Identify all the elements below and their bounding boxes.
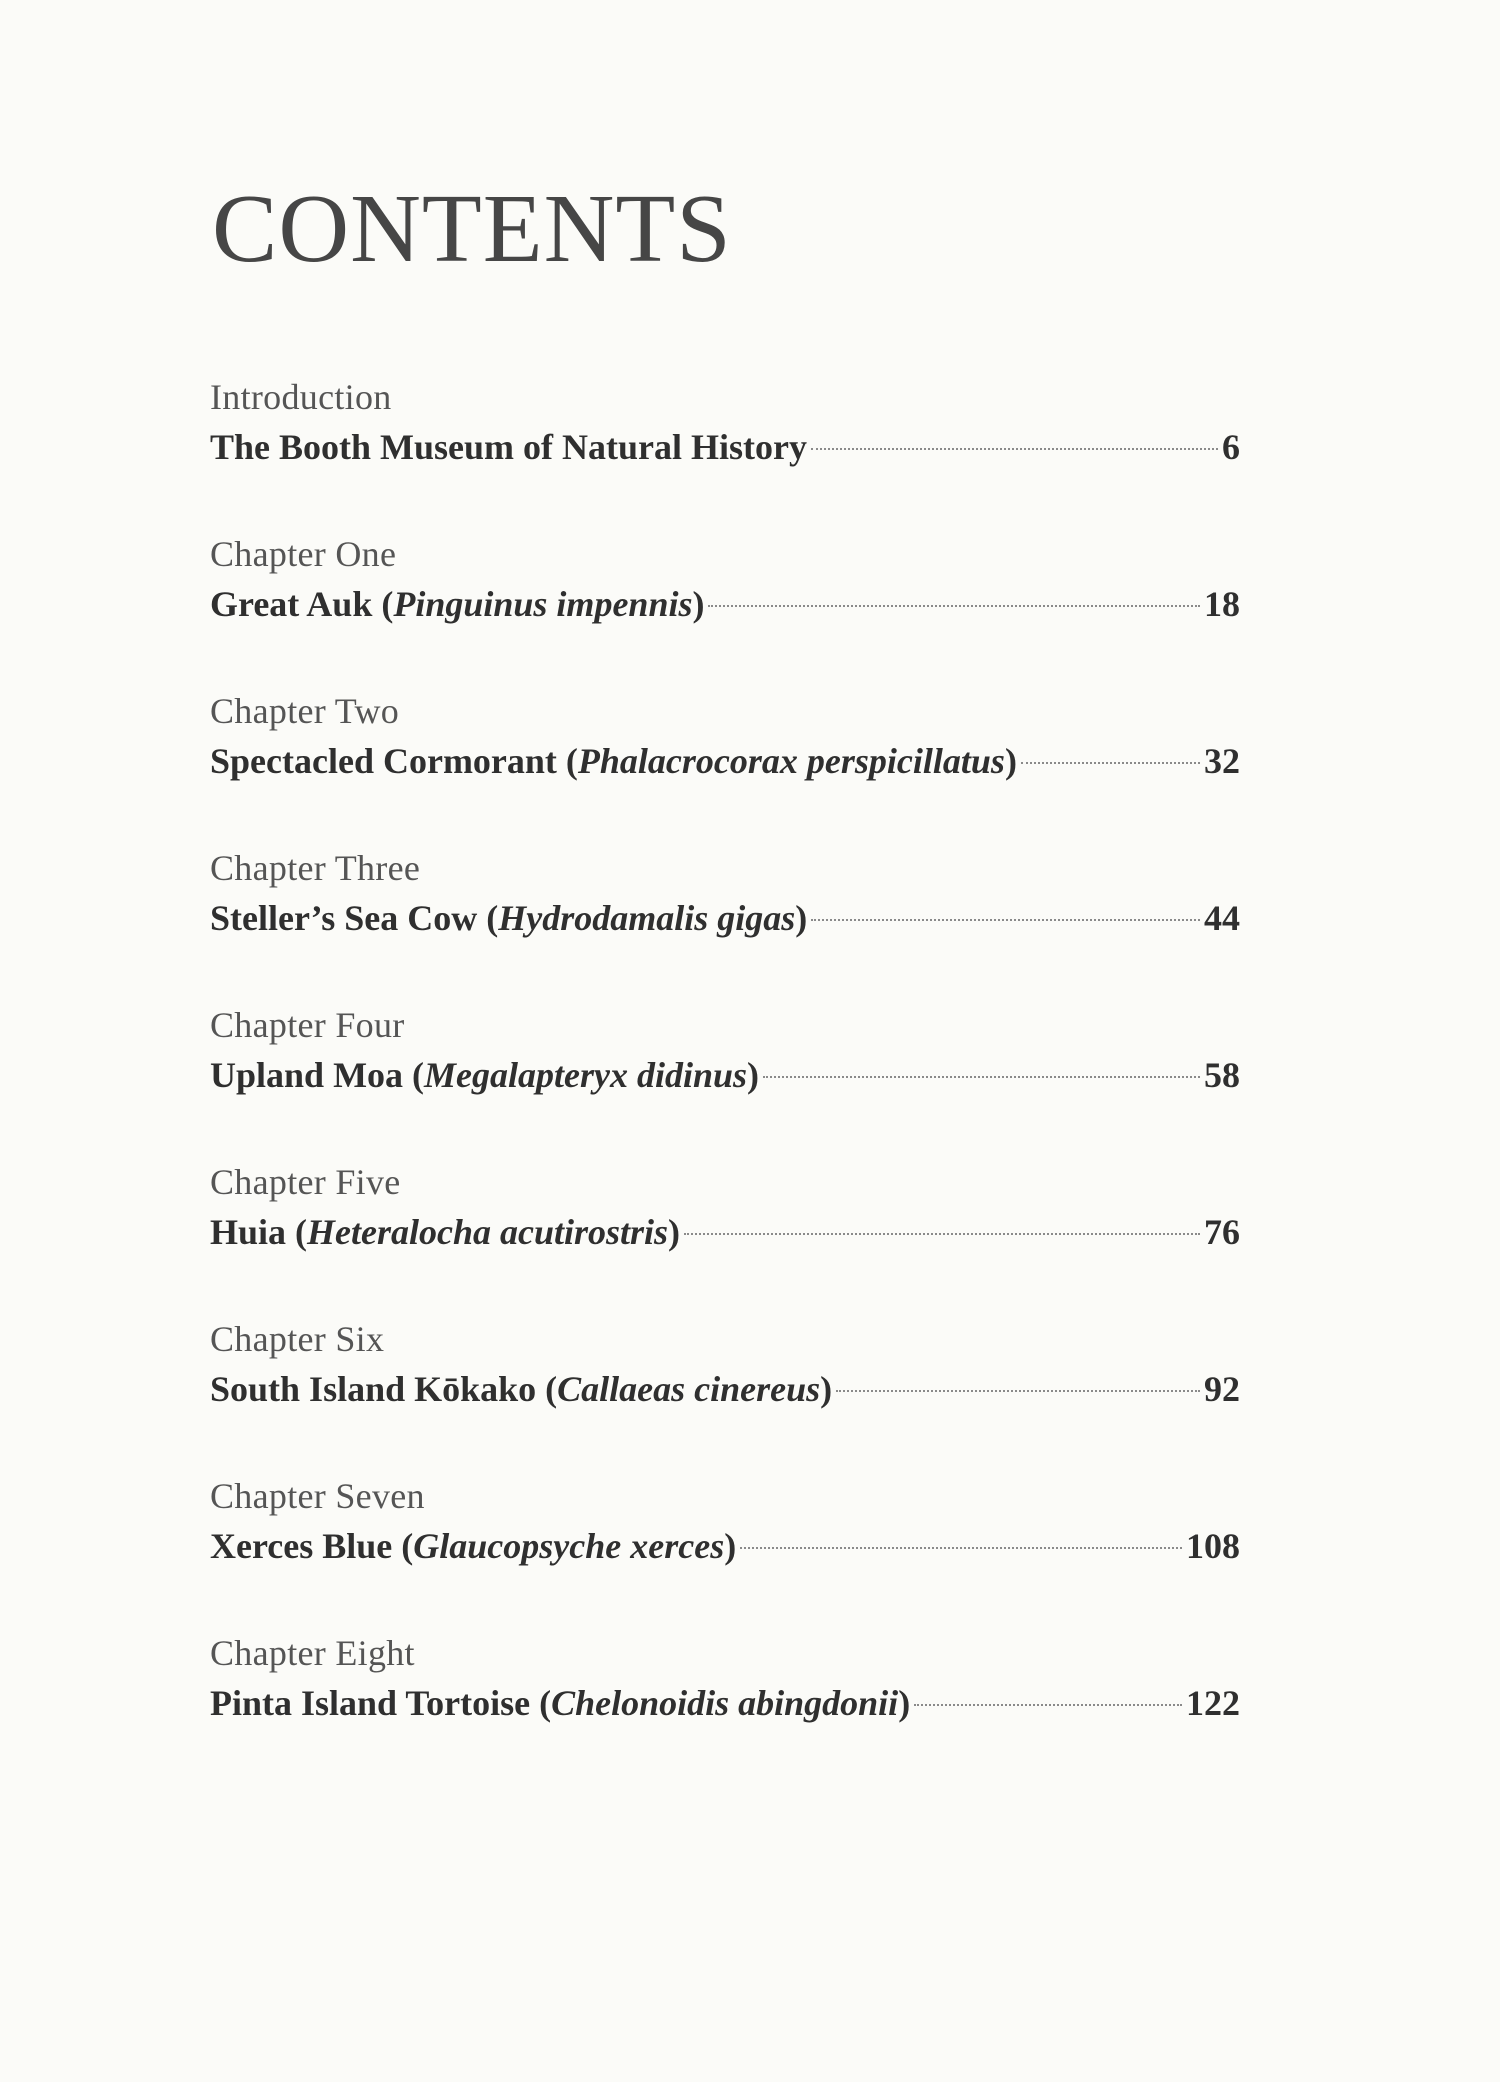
dot-leader	[811, 448, 1218, 450]
entry-common-name: South Island Kōkako (	[210, 1369, 558, 1409]
entry-page-number: 122	[1186, 1683, 1240, 1723]
entry-scientific-name: Glaucopsyche xerces	[413, 1526, 725, 1566]
entry-label: Introduction	[210, 377, 392, 417]
dot-leader	[914, 1704, 1182, 1706]
dot-leader	[763, 1076, 1200, 1078]
entry-common-name: Xerces Blue (	[210, 1526, 414, 1566]
entry-line	[210, 1364, 1240, 1414]
entry-close-paren: )	[668, 1212, 681, 1252]
entry-label: Chapter Seven	[210, 1476, 425, 1516]
dot-leader	[740, 1547, 1182, 1549]
entry-close-paren: )	[724, 1526, 737, 1566]
toc-entry-chapter-seven[interactable]	[210, 1471, 1240, 1628]
entry-scientific-name: Chelonoidis abingdonii	[551, 1683, 899, 1723]
toc-entry-chapter-two[interactable]	[210, 686, 1240, 843]
dot-leader	[708, 605, 1200, 607]
entry-title	[210, 736, 1017, 786]
entry-page-number: 108	[1186, 1526, 1240, 1566]
entry-close-paren: )	[1004, 741, 1017, 781]
entry-scientific-name: Callaeas cinereus	[557, 1369, 821, 1409]
entry-close-paren: )	[692, 584, 705, 624]
entry-title	[210, 1521, 736, 1571]
entry-line	[210, 1207, 1240, 1257]
entry-common-name: Great Auk (	[210, 584, 394, 624]
entry-scientific-name: Phalacrocorax perspicillatus	[577, 741, 1005, 781]
entry-label: Chapter One	[210, 534, 397, 574]
entry-title	[210, 1207, 680, 1257]
entry-scientific-name: Pinguinus impennis	[393, 584, 693, 624]
entry-close-paren: )	[820, 1369, 833, 1409]
entry-title	[210, 579, 704, 629]
entry-page-number: 44	[1204, 898, 1240, 938]
dot-leader	[684, 1233, 1200, 1235]
entry-label: Chapter Five	[210, 1162, 401, 1202]
entry-page-number: 6	[1222, 427, 1240, 467]
toc-entry-chapter-one[interactable]	[210, 529, 1240, 686]
entry-title	[210, 893, 807, 943]
dot-leader	[811, 919, 1200, 921]
entry-line	[210, 893, 1240, 943]
table-of-contents	[210, 372, 1240, 1785]
entry-title: The Booth Museum of Natural History	[210, 427, 807, 467]
entry-close-paren: )	[795, 898, 808, 938]
entry-title	[210, 1678, 910, 1728]
entry-page-number: 18	[1204, 584, 1240, 624]
entry-label: Chapter Three	[210, 848, 421, 888]
entry-title	[210, 1050, 759, 1100]
page-title: CONTENTS	[212, 175, 732, 283]
entry-line	[210, 1678, 1240, 1728]
entry-common-name: Spectacled Cormorant (	[210, 741, 578, 781]
dot-leader	[1021, 762, 1200, 764]
entry-common-name: Pinta Island Tortoise (	[210, 1683, 552, 1723]
entry-page-number: 92	[1204, 1369, 1240, 1409]
entry-close-paren: )	[898, 1683, 911, 1723]
entry-common-name: Upland Moa (	[210, 1055, 425, 1095]
entry-label: Chapter Four	[210, 1005, 405, 1045]
toc-entry-chapter-four[interactable]	[210, 1000, 1240, 1157]
entry-page-number: 58	[1204, 1055, 1240, 1095]
toc-entry-chapter-three[interactable]	[210, 843, 1240, 1000]
entry-line	[210, 736, 1240, 786]
entry-label: Chapter Two	[210, 691, 400, 731]
entry-common-name: Steller’s Sea Cow (	[210, 898, 499, 938]
entry-line	[210, 422, 1240, 472]
entry-scientific-name: Heteralocha acutirostris	[307, 1212, 669, 1252]
entry-line	[210, 1050, 1240, 1100]
entry-close-paren: )	[747, 1055, 760, 1095]
toc-entry-introduction[interactable]	[210, 372, 1240, 529]
dot-leader	[836, 1390, 1200, 1392]
entry-page-number: 76	[1204, 1212, 1240, 1252]
entry-scientific-name: Megalapteryx didinus	[424, 1055, 748, 1095]
entry-page-number: 32	[1204, 741, 1240, 781]
entry-title	[210, 1364, 832, 1414]
entry-scientific-name: Hydrodamalis gigas	[498, 898, 796, 938]
toc-entry-chapter-six[interactable]	[210, 1314, 1240, 1471]
entry-label: Chapter Six	[210, 1319, 385, 1359]
entry-common-name: Huia (	[210, 1212, 308, 1252]
entry-label: Chapter Eight	[210, 1633, 415, 1673]
entry-line	[210, 579, 1240, 629]
entry-line	[210, 1521, 1240, 1571]
toc-entry-chapter-five[interactable]	[210, 1157, 1240, 1314]
toc-entry-chapter-eight[interactable]	[210, 1628, 1240, 1785]
